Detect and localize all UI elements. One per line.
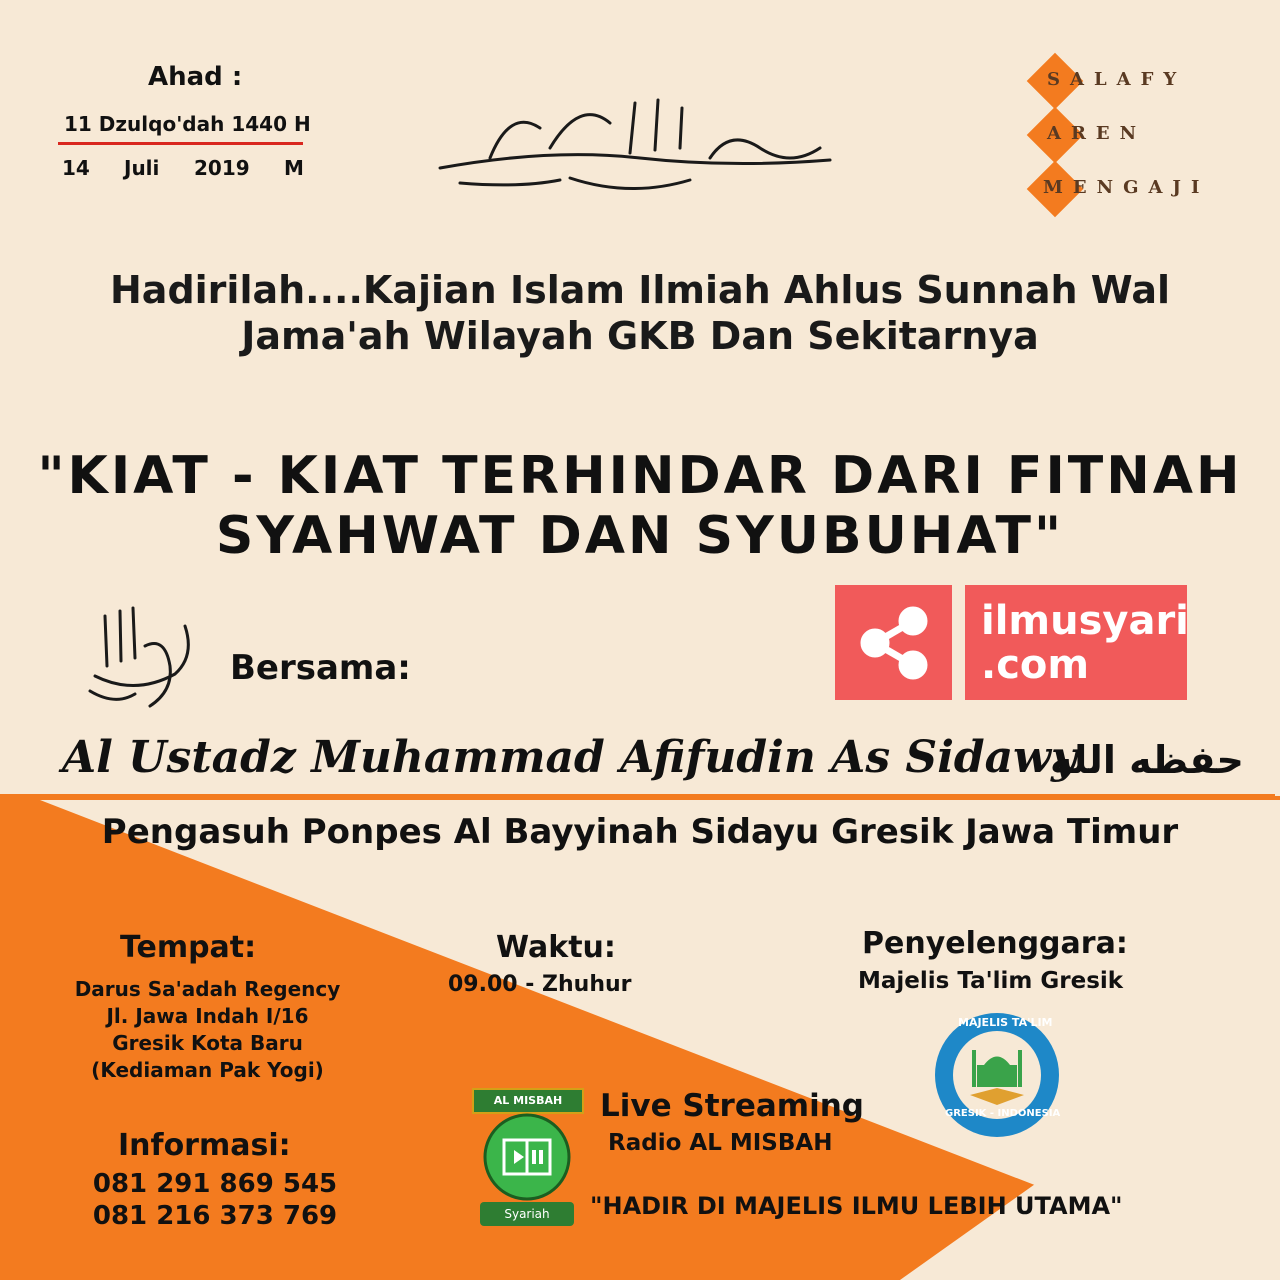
radio-name: Radio AL MISBAH	[608, 1130, 833, 1156]
logo-line-2: AREN	[1047, 123, 1147, 144]
brand-domain: .com	[981, 642, 1090, 688]
hijri-date: 11 Dzulqo'dah 1440 H	[64, 112, 311, 136]
honorific-arabic: حفظه الله	[1050, 738, 1244, 782]
gregorian-era: M	[284, 156, 304, 180]
speaker-role: Pengasuh Ponpes Al Bayyinah Sidayu Gresik Jawa Timur	[101, 812, 1179, 852]
share-button[interactable]	[835, 585, 952, 700]
syariah-tag: Syariah	[480, 1202, 574, 1226]
logo-banner: AL MISBAH	[472, 1088, 584, 1114]
event-title-line-1: "KIAT - KIAT TERHINDAR DARI FITNAH	[37, 446, 1243, 506]
organizer-label: Penyelenggara:	[862, 926, 1128, 961]
gregorian-day: 14	[62, 156, 90, 180]
time-label: Waktu:	[496, 930, 616, 965]
phone-number[interactable]: 081 291 869 545	[92, 1169, 338, 1199]
al-misbah-radio-logo	[470, 1086, 585, 1231]
bismillah-calligraphy	[430, 88, 850, 208]
venue-line: Darus Sa'adah Regency	[74, 977, 341, 1001]
organizer-name: Majelis Ta'lim Gresik	[858, 968, 1124, 994]
venue-address	[60, 976, 355, 1084]
phone-number[interactable]: 081 216 373 769	[92, 1201, 338, 1231]
brand-link[interactable]	[965, 585, 1187, 700]
venue-line: Gresik Kota Baru	[112, 1031, 303, 1055]
logo-ring-bottom-text: GRESIK - INDONESIA	[945, 1108, 1061, 1119]
speaker-name: Al Ustadz Muhammad Afifudin As Sidawy	[62, 732, 1077, 783]
logo-line-1: SALAFY	[1047, 69, 1187, 90]
gregorian-year: 2019	[194, 156, 250, 180]
majelis-talim-logo	[932, 1010, 1062, 1140]
phone-list	[70, 1168, 360, 1232]
invitation-line-1: Hadirilah....Kajian Islam Ilmiah Ahlus Sunnah Wal	[110, 268, 1170, 312]
date-divider	[58, 142, 303, 145]
time-value: 09.00 - Zhuhur	[448, 972, 632, 997]
date-day-label: Ahad :	[148, 62, 243, 92]
invitation-line-2: Jama'ah Wilayah GKB Dan Sekitarnya	[241, 314, 1039, 358]
with-label: Bersama:	[230, 648, 411, 688]
venue-line: (Kediaman Pak Yogi)	[91, 1058, 324, 1082]
slogan: "HADIR DI MAJELIS ILMU LEBIH UTAMA"	[590, 1192, 1123, 1220]
logo-line-3: MENGAJI	[1043, 177, 1210, 198]
logo-ring-top-text: MAJELIS TA'LIM	[958, 1016, 1053, 1029]
salafy-aren-mengaji-logo	[1025, 55, 1265, 225]
brand-name: ilmusyari	[981, 598, 1189, 644]
live-streaming-title[interactable]: Live Streaming	[600, 1088, 864, 1124]
info-label: Informasi:	[118, 1128, 291, 1163]
insya-allah-calligraphy	[75, 596, 210, 716]
venue-label: Tempat:	[120, 930, 257, 965]
section-divider	[0, 794, 1275, 797]
venue-line: Jl. Jawa Indah I/16	[106, 1004, 309, 1028]
share-icon	[835, 585, 952, 700]
gregorian-month: Juli	[124, 156, 160, 180]
event-title-line-2: SYAHWAT DAN SYUBUHAT"	[215, 506, 1065, 566]
book-play-icon	[482, 1112, 572, 1202]
